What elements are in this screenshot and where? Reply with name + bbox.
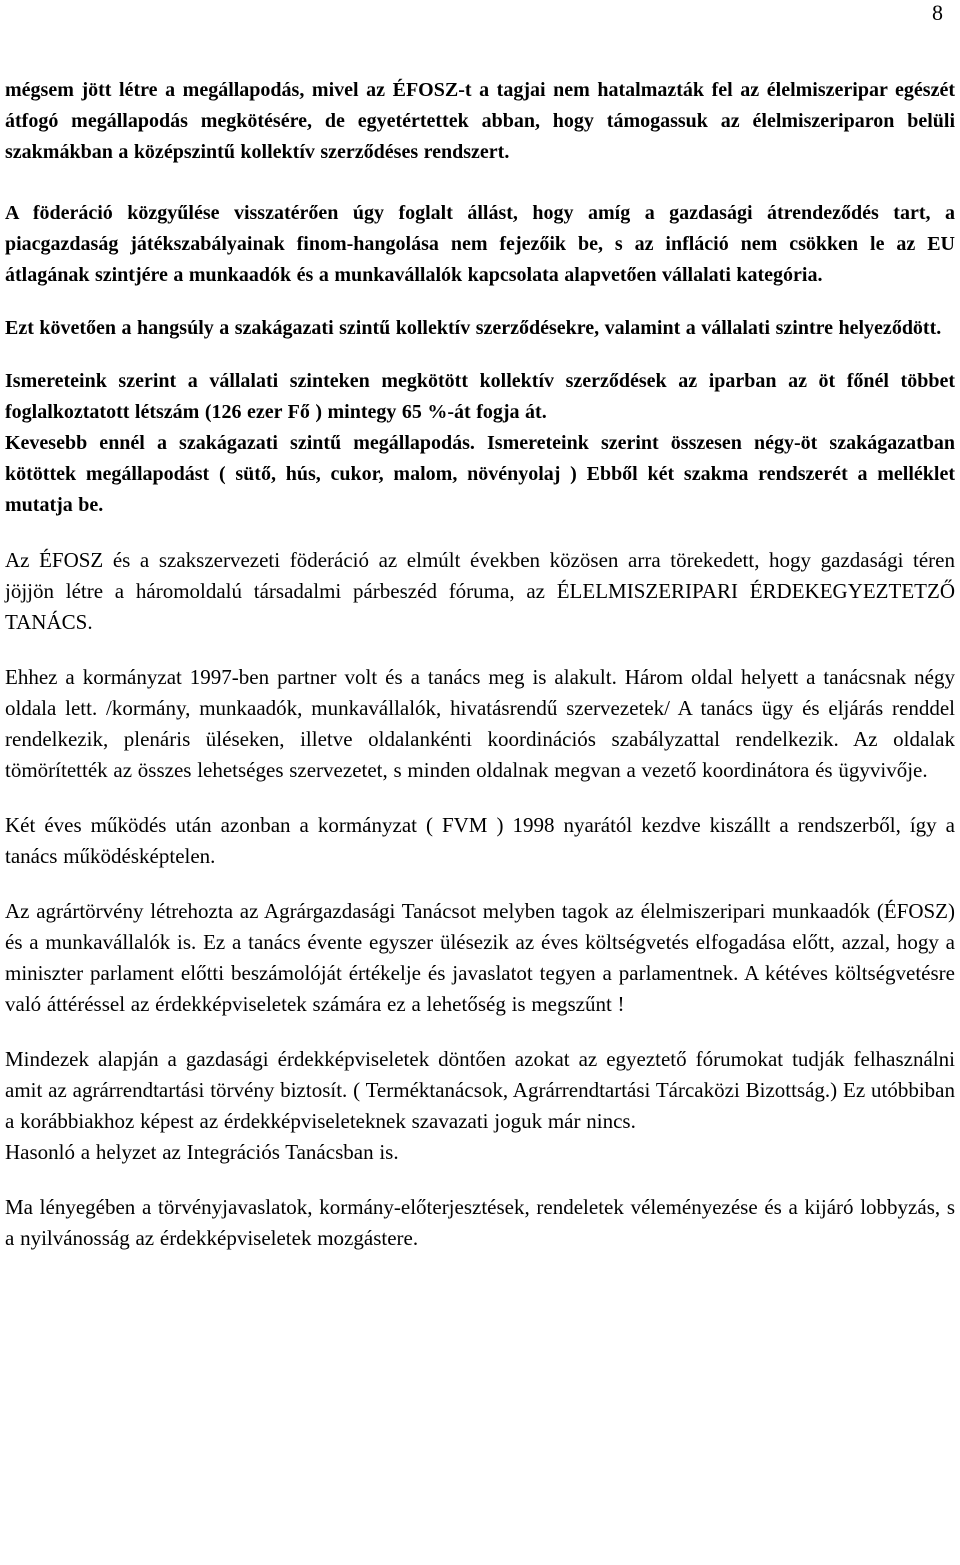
paragraph-4: Ismereteink szerint a vállalati szinteken megkötött kollektív szerződések az iparban az öt főnél többet foglalkoztatott létszám (126 ezer Fő ) mintegy 65 %-át fogja át. (5, 370, 955, 423)
paragraph-3: Ezt követően a hangsúly a szakágazati szintű kollektív szerződésekre, valamint a vállalati szintre helyeződött. (5, 317, 942, 339)
paragraph-11: Hasonló a helyzet az Integrációs Tanácsban is. (5, 1140, 399, 1164)
paragraph-9: Az agrártörvény létrehozta az Agrárgazdasági Tanácsot melyben tagok az élelmiszeripari munkaadók (ÉFOSZ) és a munkavállalók is. Ez a tanács évente egyszer ülésezik az éves költségvetés elfogadása előtt, azzal, hogy a miniszter parlament előtti beszámolóját értékelje és javaslatot tegyen a parlamentnek. A kétéves költségvetésre való áttéréssel az érdekképviseletek számára ez a lehetőség is megszűnt ! (5, 899, 955, 1016)
paragraph-5: Kevesebb ennél a szakágazati szintű megállapodás. Ismereteink szerint összesen négy-öt szakágazatban kötöttek megállapodást ( sütő, hús, cukor, malom, növényolaj ) Ebből két szakma rendszerét a melléklet mutatja be. (5, 432, 955, 516)
page-number: 8 (932, 0, 943, 25)
paragraph-1: mégsem jött létre a megállapodás, mivel az ÉFOSZ-t a tagjai nem hatalmazták fel az élelmiszeripar egészét átfogó megállapodás megkötésére, de egyetértettek abban, hogy támogassuk az élelmiszeriparon belüli szakmákban a középszintű kollektív szerződéses rendszert. (5, 79, 955, 163)
document-body (5, 75, 955, 1254)
paragraph-2: A föderáció közgyűlése visszatérően úgy foglalt állást, hogy amíg a gazdasági átrendeződés tart, a piacgazdaság játékszabályainak finom-hangolása nem fejezőik be, s az infláció nem csökken le az EU átlagának szintjére a munkaadók és a munkavállalók kapcsolata alapvetően vállalati kategória. (5, 202, 955, 286)
paragraph-12: Ma lényegében a törvényjavaslatok, kormány-előterjesztések, rendeletek véleményezése és a kijáró lobbyzás, s a nyilvánosság az érdekképviseletek mozgástere. (5, 1195, 955, 1250)
paragraph-10: Mindezek alapján a gazdasági érdekképviseletek döntően azokat az egyeztető fórumokat tudják felhasználni amit az agrárrendtartási törvény biztosít. ( Terméktanácsok, Agrárrendtartási Tárcaközi Bizottság.) Ez utóbbiban a korábbiakhoz képest az érdekképviseleteknek szavazati joguk már nincs. (5, 1047, 955, 1133)
paragraph-6: Az ÉFOSZ és a szakszervezeti föderáció az elmúlt években közösen arra törekedett, hogy gazdasági téren jöjjön létre a háromoldalú társadalmi párbeszéd fóruma, az ÉLELMISZERIPARI ÉRDEKEGYEZTETZŐ TANÁCS. (5, 548, 955, 634)
paragraph-8: Két éves működés után azonban a kormányzat ( FVM ) 1998 nyarától kezdve kiszállt a rendszerből, így a tanács működésképtelen. (5, 813, 955, 868)
paragraph-7: Ehhez a kormányzat 1997-ben partner volt és a tanács meg is alakult. Három oldal helyett a tanácsnak négy oldala lett. /kormány, munkaadók, munkavállalók, hivatásrendű szervezetek/ A tanács ügy és eljárás renddel rendelkezik, plenáris üléseken, illetve oldalankénti koordinációs szabályzattal rendelkezik. Az oldalak tömörítették az összes lehetséges szervezetet, s minden oldalnak megvan a vezető koordinátora és ügyvivője. (5, 665, 955, 782)
